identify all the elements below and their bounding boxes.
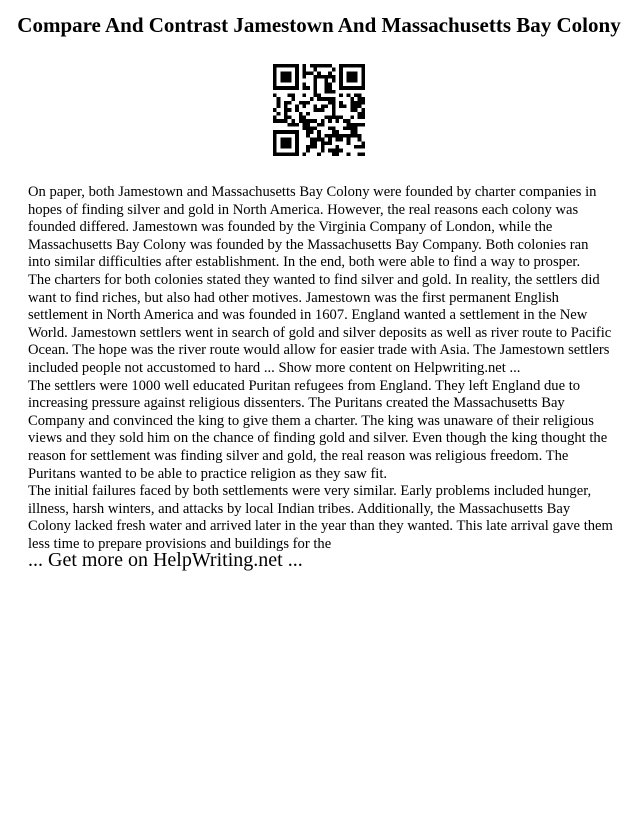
paragraph-puritans: The settlers were 1000 well educated Puritan refugees from England. They left England due to increasing pressure against religious dissenters. The Puritans created the Massachusetts Bay Company and convinced the king to give them a charter. The king was unaware of their religious views and they sold him on the chance of finding gold and silver. Even though the king thought the reason for settlement was finding silver and gold, the real reason was religious freedom. The Puritans wanted to be able to practice religion as they saw fit. [28, 377, 608, 482]
paragraph-charters: The charters for both colonies stated they wanted to find silver and gold. In reality, the settlers did want to find riches, but also had other motives. Jamestown was the first permanent English settlement in North America and was founded in 1607. England wanted a settlement in the New World. Jamestown settlers went in search of gold and silver deposits as well as river route to Pacific Ocean. The hope was the river route would allow for easier trade with Asia. The Jamestown settlers included people not accustomed to hard ... Show more content on Helpwriting.net ... [28, 271, 612, 376]
get-more-link[interactable]: ... Get more on HelpWriting.net ... [28, 549, 303, 571]
document-body [28, 184, 613, 553]
paragraph-failures: The initial failures faced by both settlements were very similar. Early problems included hunger, illness, harsh winters, and attacks by local Indian tribes. Additionally, the Massachusetts Bay Colony lacked fresh water and arrived later in the year than they wanted. This late arrival gave them less time to prepare provisions and buildings for the [28, 483, 613, 552]
document-title: Compare And Contrast Jamestown And Massachusetts Bay Colony [17, 13, 621, 37]
qr-code-icon [273, 64, 365, 156]
paragraph-intro: On paper, both Jamestown and Massachusetts Bay Colony were founded by charter companies in hopes of finding silver and gold in North America. However, the real reasons each colony was founded differed. Jamestown was founded by the Virginia Company of London, while the Massachusetts Bay Colony was founded by the Massachusetts Bay Company. Both colonies ran into similar difficulties after establishment. In the end, both were able to find a way to prosper. [28, 184, 597, 271]
